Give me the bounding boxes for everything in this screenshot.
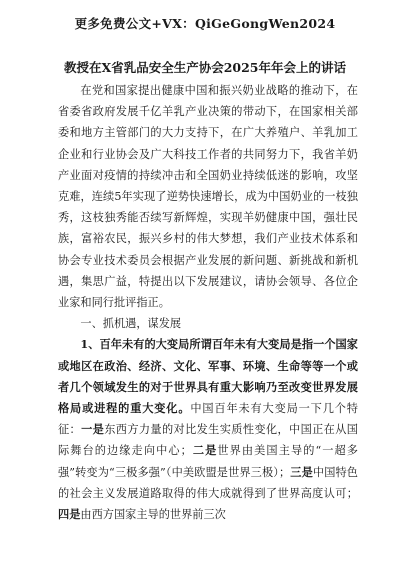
- speech-title: 教授在X省乳品安全生产协会2025年年会上的讲话: [64, 60, 346, 75]
- point-1-label-one: 一是: [81, 422, 105, 437]
- intro-paragraph: 在党和国家提出健康中国和振兴奶业战略的推动下，在省委省政府发展千亿羊乳产业决策的带动下，在国家相关部委和地方主管部门的大力支持下，在广大养殖户、羊乳加工企业和行业协会及广大科技工作者的共同努力下，我省羊奶产业面对疫情的持续冲击和全国奶业持续低迷的影响，攻坚克难，连续5年实现了逆势快速增长，成为中国奶业的一枝独秀，这枝独秀能否续写新辉煌，实现羊奶健康中国，强壮民族，富裕农民，振兴乡村的伟大梦想，我们产业技术体系和协会专业技术委员会根据产业发展的新问题、新挑战和新机遇，集思广益，特提出以下发展建议，请协会领导、各位企业家和同行批评指正。: [58, 84, 358, 310]
- point-1-text-c: 世界由美国主导的“一超多强”转变为“三极多强”（中美欧盟是世界三极）；: [58, 444, 358, 479]
- point-1-bold-lead: 1、百年未有的大变局所谓百年未有大变局是指一个国家或地区在政治、经济、文化、军事、环境、生命等等一个或者几个领域发生的对于世界具有重大影响乃至改变世界发展格局或进程的重大变化。: [58, 337, 358, 416]
- document-body: [58, 80, 358, 525]
- point-1-text-b: 东西方力量的对比发生实质性变化，中国正在从国际舞台的边缘走向中心；: [58, 423, 358, 458]
- point-1-label-three: 三是: [290, 464, 313, 479]
- point-1-paragraph: [58, 334, 358, 525]
- page-header: 更多免费公文+VX：QiGeGongWen2024: [74, 16, 336, 31]
- point-1-text-a: 中国百年未有大变局一下几个特征：: [58, 402, 358, 437]
- point-1-text-d: 中国特色的社会主义发展道路取得的伟大成就得到了世界高度认可；: [58, 465, 358, 500]
- section-heading: 一、抓机遇，谋发展: [80, 317, 182, 331]
- point-1-text-e: 由西方国家主导的世界前三次: [80, 508, 226, 522]
- point-1-label-four: 四是: [58, 507, 81, 522]
- point-1-label-two: 二是: [191, 443, 218, 458]
